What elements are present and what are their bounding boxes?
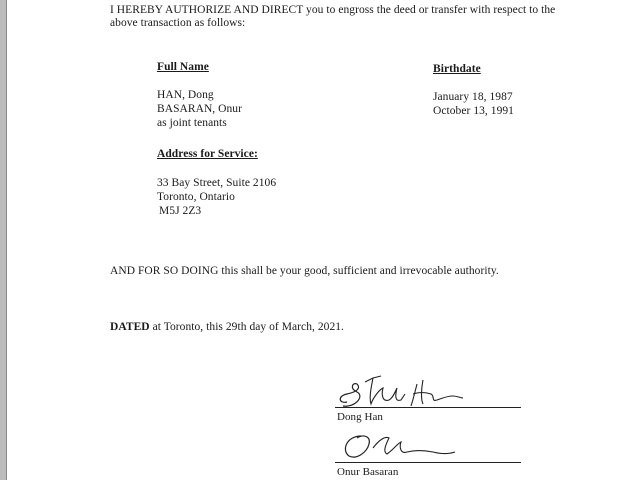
signature-line-1 [335, 407, 521, 408]
dated-bold: DATED [110, 321, 150, 333]
signature-2-image [339, 428, 459, 464]
address-line-2: Toronto, Ontario [157, 191, 235, 203]
party-name-2: BASARAN, Onur [157, 103, 242, 115]
party-birthdate-2: October 13, 1991 [433, 105, 514, 117]
authority-statement [110, 264, 499, 278]
dated-text: at Toronto, this 29th day of March, 2021. [149, 321, 344, 333]
authorization-bold: I HEREBY AUTHORIZE AND DIRECT [110, 4, 304, 16]
signatory-name-1: Dong Han [337, 411, 383, 423]
authorization-line-2: above transaction as follows: [110, 17, 246, 29]
address-heading: Address for Service: [157, 148, 258, 160]
party-name-1: HAN, Dong [157, 89, 214, 101]
authority-bold: AND FOR SO DOING [110, 265, 219, 277]
party-birthdate-1: January 18, 1987 [433, 91, 513, 103]
tenancy-text: as joint tenants [157, 117, 227, 129]
birthdate-heading: Birthdate [433, 63, 481, 75]
signatory-name-2: Onur Basaran [337, 466, 399, 478]
authorization-line-1 [110, 3, 555, 17]
authority-text: this shall be your good, sufficient and irrevocable authority. [218, 265, 499, 277]
address-line-1: 33 Bay Street, Suite 2106 [157, 177, 277, 189]
signature-1-image [335, 374, 465, 414]
address-line-3: M5J 2Z3 [159, 205, 202, 217]
signature-line-2 [335, 462, 521, 463]
authorization-text: you to engross the deed or transfer with respect to the [303, 4, 556, 16]
document-page [6, 0, 640, 480]
dated-statement [110, 320, 344, 334]
full-name-heading: Full Name [157, 61, 209, 73]
